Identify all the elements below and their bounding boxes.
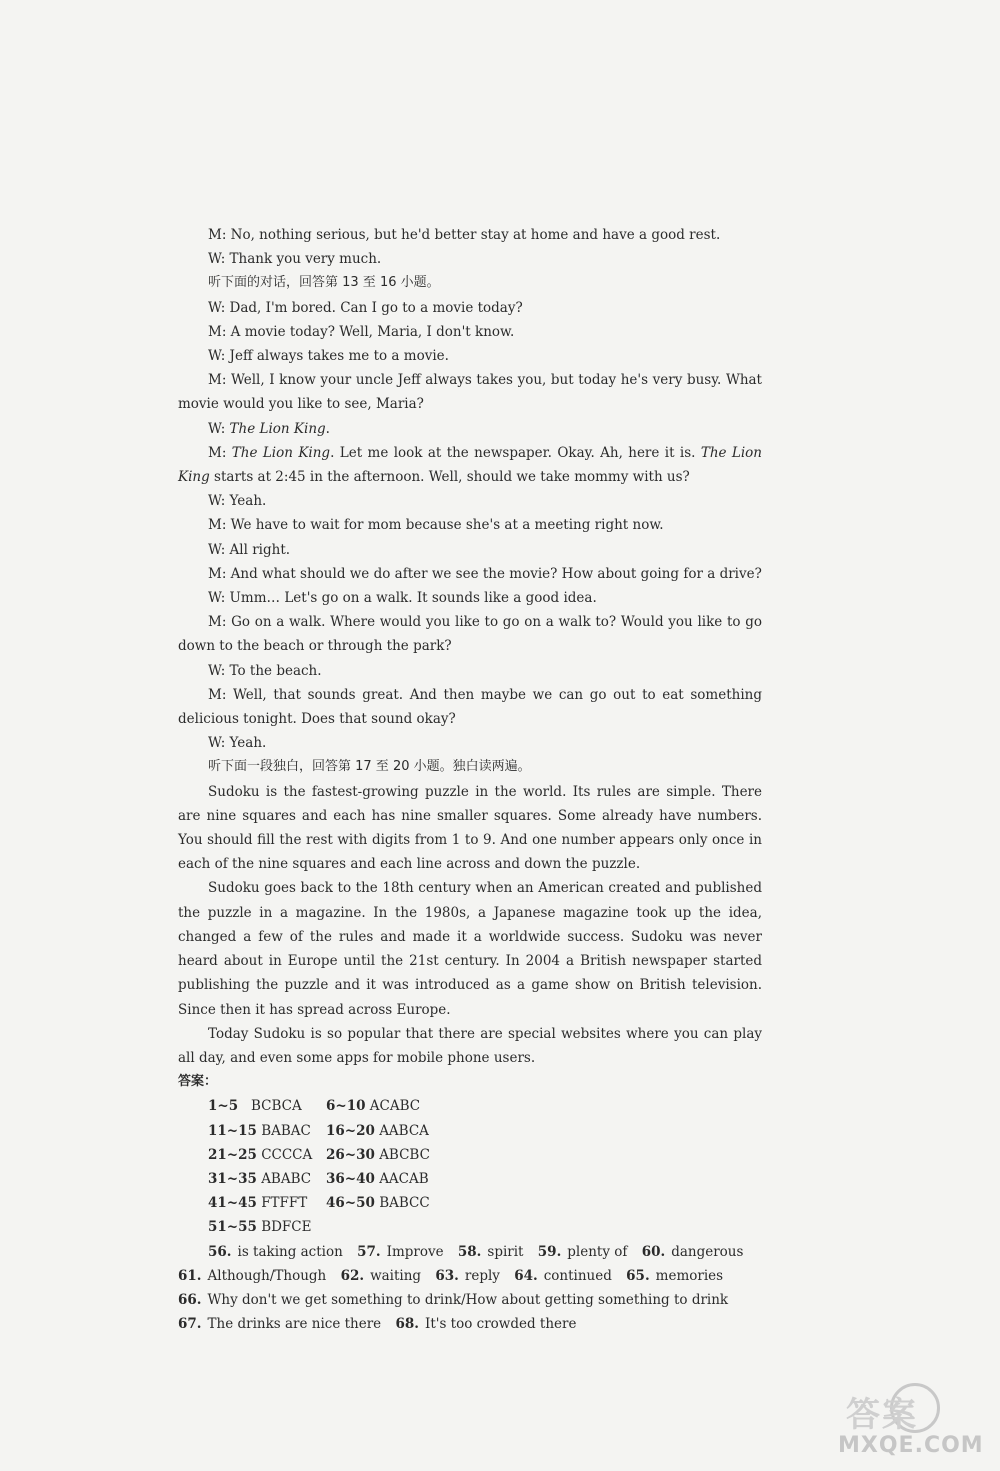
dialogue-line: M: Well, I know your uncle Jeff always takes you, but today he's very busy. What movie would you like to see, Maria?: [178, 372, 762, 413]
document-body: [178, 223, 762, 1336]
question-number: 64.: [514, 1267, 538, 1284]
question-number: 66.: [178, 1291, 202, 1308]
dialogue-line: W: Umm… Let's go on a walk. It sounds like a good idea.: [208, 590, 597, 607]
question-number: 58.: [457, 1243, 482, 1260]
answer-key: AACAB: [379, 1170, 429, 1187]
dialogue-line: M: And what should we do after we see the movie? How about going for a drive?: [208, 565, 762, 582]
monologue-paragraph: Sudoku goes back to the 18th century when an American created and published the puzzle in a magazine. In the 1980s, a Japanese magazine took up the idea, changed a few of the rules and made it a worldwide success. Sudoku was never heard about in Europe until the 21st century. In 2004 a British newspaper started publishing the puzzle and it was introduced as a game show on British television. Since then it has spread across Europe.: [178, 880, 762, 1018]
dialogue-line: W: Thank you very much.: [208, 251, 382, 268]
answer-range: 51~55: [208, 1219, 257, 1236]
fill-answers-row: [178, 1240, 762, 1264]
dialogue-line: W: To the beach.: [208, 662, 322, 679]
answer-key: AABCA: [379, 1122, 429, 1139]
question-number: 61.: [178, 1267, 202, 1284]
fill-answer: is taking action: [237, 1243, 343, 1260]
answer-row: [178, 1143, 762, 1167]
fill-answer: The drinks are nice there: [207, 1316, 382, 1333]
fill-answers-row: [178, 1312, 762, 1336]
site-watermark: [838, 1381, 988, 1461]
dialogue-line: M: We have to wait for mom because she's at a meeting right now.: [208, 517, 664, 534]
question-number: 62.: [340, 1267, 365, 1284]
answer-key: CCCCA: [261, 1146, 313, 1163]
fill-answer: Although/Though: [207, 1267, 327, 1284]
question-number: 60.: [641, 1243, 666, 1260]
question-number: 56.: [208, 1243, 232, 1260]
dialogue-line: M: A movie today? Well, Maria, I don't know.: [208, 323, 515, 340]
answer-range: 11~15: [208, 1122, 257, 1139]
answer-range: 21~25: [208, 1146, 257, 1163]
speaker-prefix: M:: [208, 444, 232, 461]
fill-answer: continued: [543, 1267, 612, 1284]
line-text: . Let me look at the newspaper. Okay. Ah, here it is.: [330, 444, 701, 461]
fill-answer: spirit: [487, 1243, 524, 1260]
speaker-prefix: W:: [208, 420, 230, 437]
watermark-logo-text: 答案: [846, 1395, 918, 1435]
question-number: 65.: [626, 1267, 650, 1284]
fill-answers-row: [178, 1288, 762, 1312]
answers-heading: 答案：: [178, 1074, 218, 1090]
fill-answer: It's too crowded there: [424, 1316, 577, 1333]
answer-key: BCBCA: [250, 1098, 302, 1115]
dialogue-line: W: Yeah.: [208, 735, 267, 752]
answer-range: 46~50: [326, 1195, 375, 1212]
watermark-url: MXQE.COM: [838, 1433, 984, 1458]
answer-range: 41~45: [208, 1195, 257, 1212]
answer-key: ABABC: [261, 1170, 312, 1187]
line-suffix: .: [325, 420, 330, 437]
answer-range: 16~20: [326, 1122, 375, 1139]
question-number: 67.: [178, 1316, 202, 1333]
answer-key: BABAC: [261, 1122, 311, 1139]
question-number: 68.: [395, 1316, 419, 1333]
fill-answer: Why don't we get something to drink/How about getting something to drink: [207, 1291, 729, 1308]
dialogue-line: M: Go on a walk. Where would you like to go on a walk to? Would you like to go down to the beach or through the park?: [178, 614, 762, 655]
dialogue-line: [178, 441, 762, 489]
movie-title: The Lion King: [229, 420, 326, 437]
answer-row: [178, 1094, 762, 1118]
answer-key: ABCBC: [379, 1146, 430, 1163]
answer-range: 26~30: [326, 1146, 375, 1163]
answer-range: 1~5: [208, 1098, 239, 1115]
answer-row: [178, 1191, 762, 1215]
answer-key: ACABC: [369, 1098, 421, 1115]
dialogue-line: W: Jeff always takes me to a movie.: [208, 348, 449, 365]
fill-answers-row: [178, 1264, 762, 1288]
answer-range: 36~40: [326, 1170, 375, 1187]
answer-key: FTFFT: [261, 1195, 308, 1212]
answer-row: [178, 1167, 762, 1191]
fill-answer: plenty of: [567, 1243, 628, 1260]
answer-row: [178, 1215, 762, 1239]
dialogue-line: M: No, nothing serious, but he'd better stay at home and have a good rest.: [208, 227, 721, 243]
section-instruction: 听下面的对话，回答第 13 至 16 小题。: [208, 275, 440, 291]
answer-range: 6~10: [326, 1098, 366, 1115]
answer-key: BDFCE: [261, 1219, 312, 1236]
movie-title: The Lion King: [231, 444, 331, 461]
dialogue-line: [178, 417, 762, 441]
monologue-paragraph: Today Sudoku is so popular that there are special websites where you can play all day, and even some apps for mobile phone users.: [178, 1025, 762, 1066]
answer-range: 31~35: [208, 1170, 257, 1187]
monologue-paragraph: Sudoku is the fastest-growing puzzle in the world. Its rules are simple. There are nine squares and each has nine smaller squares. Some already have numbers. You should fill the rest with digits from 1 to 9. And one number appears only once in each of the nine squares and each line across and down the puzzle.: [178, 783, 762, 873]
section-instruction: 听下面一段独白，回答第 17 至 20 小题。独白读两遍。: [208, 759, 531, 775]
fill-answer: memories: [655, 1267, 724, 1284]
dialogue-line: W: Dad, I'm bored. Can I go to a movie today?: [208, 299, 523, 316]
answer-row: [178, 1119, 762, 1143]
fill-answer: reply: [464, 1267, 500, 1284]
answer-key: BABCC: [379, 1195, 430, 1212]
dialogue-line: W: All right.: [208, 541, 291, 558]
fill-answer: Improve: [386, 1243, 444, 1260]
movie-title: The Lion King: [178, 444, 762, 486]
question-number: 63.: [435, 1267, 459, 1284]
fill-answer: dangerous: [671, 1243, 744, 1260]
line-text: starts at 2:45 in the afternoon. Well, should we take mommy with us?: [209, 469, 690, 486]
fill-answer: waiting: [370, 1267, 422, 1284]
question-number: 59.: [537, 1243, 562, 1260]
dialogue-line: M: Well, that sounds great. And then maybe we can go out to eat something delicious tonight. Does that sound okay?: [178, 686, 762, 728]
dialogue-line: W: Yeah.: [208, 493, 267, 510]
question-number: 57.: [357, 1243, 381, 1260]
